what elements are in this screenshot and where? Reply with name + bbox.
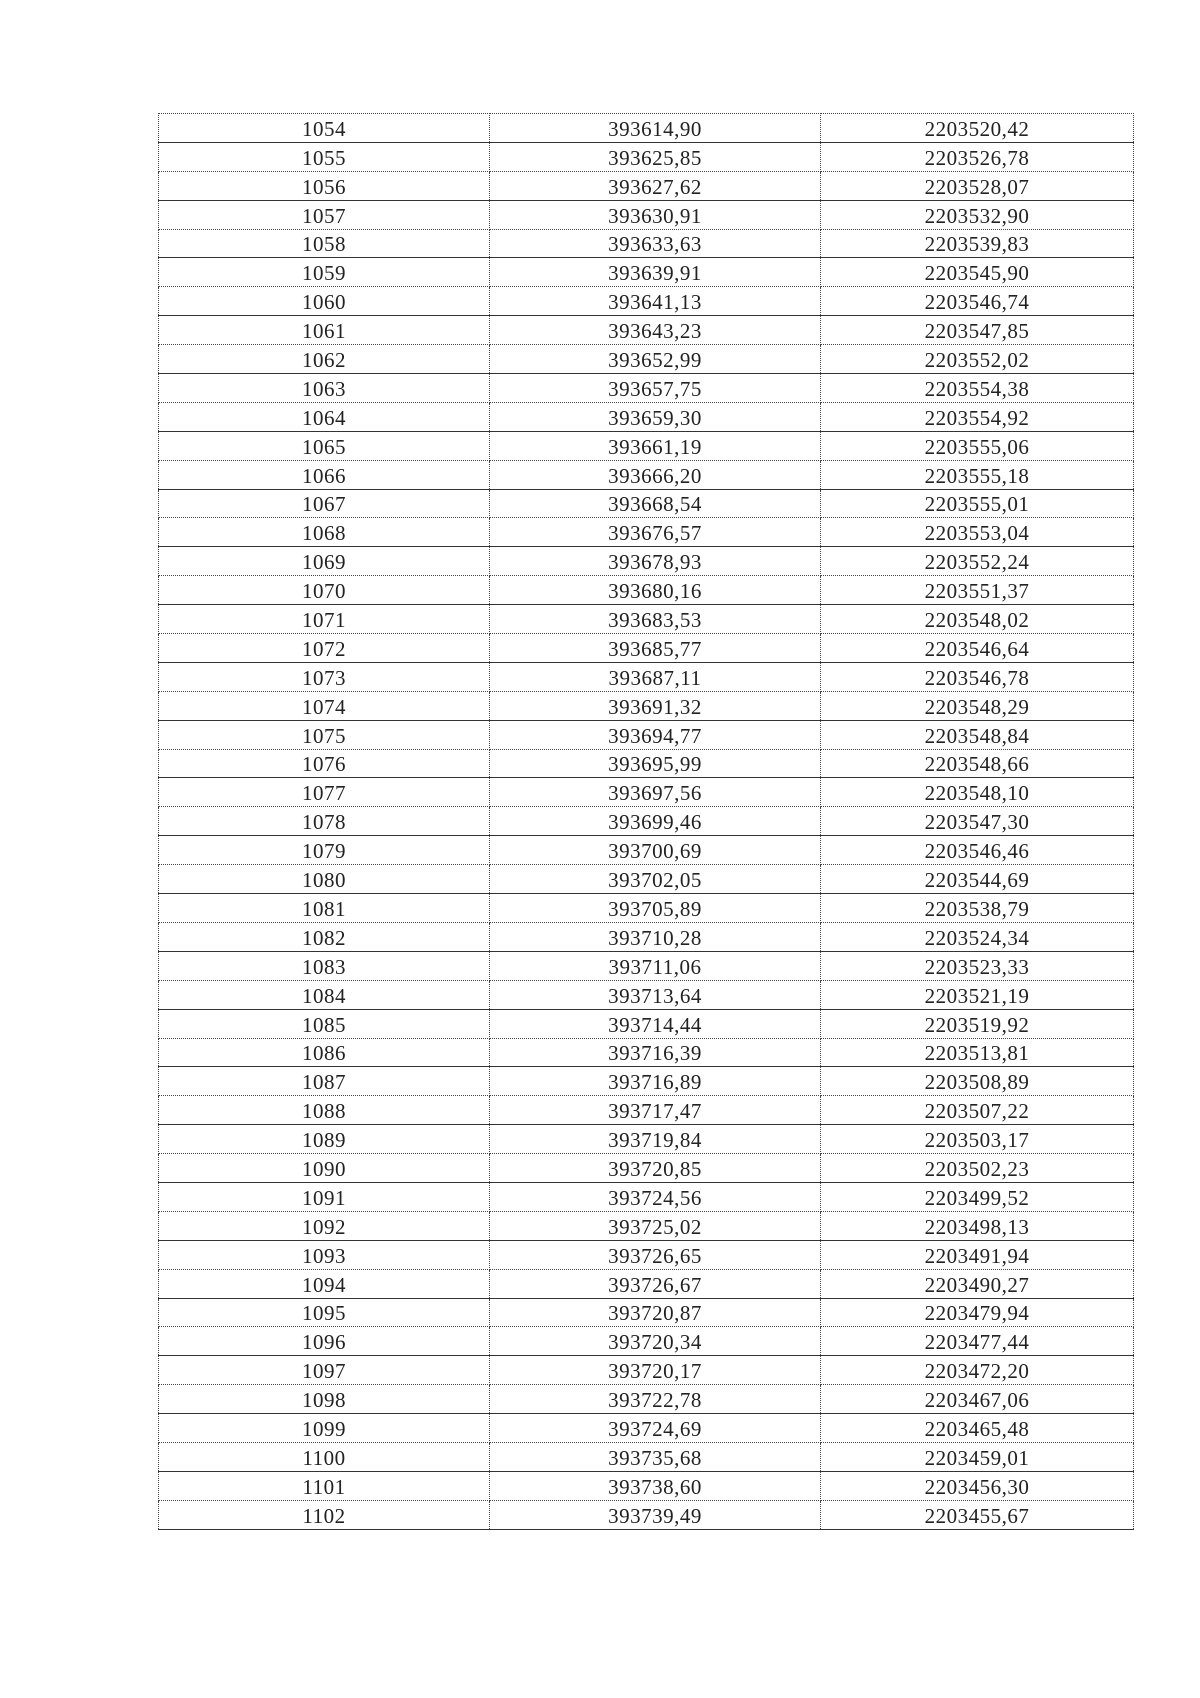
x-coordinate-cell: 393666,20 bbox=[490, 460, 821, 489]
y-coordinate-cell: 2203456,30 bbox=[821, 1471, 1134, 1500]
y-coordinate-cell: 2203553,04 bbox=[821, 518, 1134, 547]
point-number-cell: 1087 bbox=[159, 1067, 490, 1096]
table-row bbox=[159, 1067, 1134, 1096]
point-number-cell: 1056 bbox=[159, 171, 490, 200]
point-number-cell: 1092 bbox=[159, 1211, 490, 1240]
table-row bbox=[159, 1356, 1134, 1385]
x-coordinate-cell: 393685,77 bbox=[490, 634, 821, 663]
point-number-cell: 1060 bbox=[159, 287, 490, 316]
y-coordinate-cell: 2203502,23 bbox=[821, 1154, 1134, 1183]
y-coordinate-cell: 2203523,33 bbox=[821, 951, 1134, 980]
point-number-cell: 1072 bbox=[159, 634, 490, 663]
x-coordinate-cell: 393726,65 bbox=[490, 1240, 821, 1269]
point-number-cell: 1081 bbox=[159, 894, 490, 923]
point-number-cell: 1064 bbox=[159, 402, 490, 431]
x-coordinate-cell: 393687,11 bbox=[490, 662, 821, 691]
y-coordinate-cell: 2203465,48 bbox=[821, 1414, 1134, 1443]
y-coordinate-cell: 2203555,01 bbox=[821, 489, 1134, 518]
x-coordinate-cell: 393719,84 bbox=[490, 1125, 821, 1154]
table-row bbox=[159, 1038, 1134, 1067]
point-number-cell: 1068 bbox=[159, 518, 490, 547]
y-coordinate-cell: 2203539,83 bbox=[821, 229, 1134, 258]
coordinates-table bbox=[158, 113, 1134, 1530]
table-row bbox=[159, 749, 1134, 778]
point-number-cell: 1096 bbox=[159, 1327, 490, 1356]
y-coordinate-cell: 2203548,29 bbox=[821, 691, 1134, 720]
y-coordinate-cell: 2203508,89 bbox=[821, 1067, 1134, 1096]
point-number-cell: 1083 bbox=[159, 951, 490, 980]
y-coordinate-cell: 2203490,27 bbox=[821, 1269, 1134, 1298]
point-number-cell: 1057 bbox=[159, 200, 490, 229]
point-number-cell: 1059 bbox=[159, 258, 490, 287]
y-coordinate-cell: 2203459,01 bbox=[821, 1442, 1134, 1471]
point-number-cell: 1089 bbox=[159, 1125, 490, 1154]
x-coordinate-cell: 393627,62 bbox=[490, 171, 821, 200]
point-number-cell: 1098 bbox=[159, 1385, 490, 1414]
table-row bbox=[159, 431, 1134, 460]
point-number-cell: 1065 bbox=[159, 431, 490, 460]
point-number-cell: 1067 bbox=[159, 489, 490, 518]
point-number-cell: 1077 bbox=[159, 778, 490, 807]
y-coordinate-cell: 2203519,92 bbox=[821, 1009, 1134, 1038]
table-row bbox=[159, 720, 1134, 749]
x-coordinate-cell: 393683,53 bbox=[490, 605, 821, 634]
y-coordinate-cell: 2203545,90 bbox=[821, 258, 1134, 287]
table-row bbox=[159, 171, 1134, 200]
point-number-cell: 1058 bbox=[159, 229, 490, 258]
y-coordinate-cell: 2203555,06 bbox=[821, 431, 1134, 460]
point-number-cell: 1074 bbox=[159, 691, 490, 720]
y-coordinate-cell: 2203499,52 bbox=[821, 1182, 1134, 1211]
point-number-cell: 1086 bbox=[159, 1038, 490, 1067]
y-coordinate-cell: 2203554,92 bbox=[821, 402, 1134, 431]
x-coordinate-cell: 393717,47 bbox=[490, 1096, 821, 1125]
y-coordinate-cell: 2203546,78 bbox=[821, 662, 1134, 691]
x-coordinate-cell: 393652,99 bbox=[490, 345, 821, 374]
table-row bbox=[159, 374, 1134, 403]
point-number-cell: 1073 bbox=[159, 662, 490, 691]
y-coordinate-cell: 2203544,69 bbox=[821, 865, 1134, 894]
y-coordinate-cell: 2203472,20 bbox=[821, 1356, 1134, 1385]
x-coordinate-cell: 393720,87 bbox=[490, 1298, 821, 1327]
x-coordinate-cell: 393641,13 bbox=[490, 287, 821, 316]
table-row bbox=[159, 142, 1134, 171]
point-number-cell: 1063 bbox=[159, 374, 490, 403]
y-coordinate-cell: 2203554,38 bbox=[821, 374, 1134, 403]
y-coordinate-cell: 2203547,85 bbox=[821, 316, 1134, 345]
table-row bbox=[159, 402, 1134, 431]
table-row bbox=[159, 951, 1134, 980]
table-row bbox=[159, 1154, 1134, 1183]
y-coordinate-cell: 2203547,30 bbox=[821, 807, 1134, 836]
table-row bbox=[159, 865, 1134, 894]
x-coordinate-cell: 393633,63 bbox=[490, 229, 821, 258]
point-number-cell: 1061 bbox=[159, 316, 490, 345]
table-row bbox=[159, 1471, 1134, 1500]
y-coordinate-cell: 2203552,02 bbox=[821, 345, 1134, 374]
table-row bbox=[159, 1327, 1134, 1356]
table-row bbox=[159, 634, 1134, 663]
y-coordinate-cell: 2203479,94 bbox=[821, 1298, 1134, 1327]
x-coordinate-cell: 393680,16 bbox=[490, 576, 821, 605]
x-coordinate-cell: 393716,89 bbox=[490, 1067, 821, 1096]
x-coordinate-cell: 393735,68 bbox=[490, 1442, 821, 1471]
table-row bbox=[159, 316, 1134, 345]
y-coordinate-cell: 2203521,19 bbox=[821, 980, 1134, 1009]
x-coordinate-cell: 393702,05 bbox=[490, 865, 821, 894]
table-row bbox=[159, 1269, 1134, 1298]
point-number-cell: 1055 bbox=[159, 142, 490, 171]
y-coordinate-cell: 2203491,94 bbox=[821, 1240, 1134, 1269]
y-coordinate-cell: 2203507,22 bbox=[821, 1096, 1134, 1125]
x-coordinate-cell: 393722,78 bbox=[490, 1385, 821, 1414]
x-coordinate-cell: 393713,64 bbox=[490, 980, 821, 1009]
y-coordinate-cell: 2203513,81 bbox=[821, 1038, 1134, 1067]
table-row bbox=[159, 1414, 1134, 1443]
x-coordinate-cell: 393694,77 bbox=[490, 720, 821, 749]
x-coordinate-cell: 393724,56 bbox=[490, 1182, 821, 1211]
table-row bbox=[159, 200, 1134, 229]
table-row bbox=[159, 345, 1134, 374]
y-coordinate-cell: 2203477,44 bbox=[821, 1327, 1134, 1356]
y-coordinate-cell: 2203555,18 bbox=[821, 460, 1134, 489]
table-row bbox=[159, 605, 1134, 634]
point-number-cell: 1069 bbox=[159, 547, 490, 576]
point-number-cell: 1095 bbox=[159, 1298, 490, 1327]
x-coordinate-cell: 393720,34 bbox=[490, 1327, 821, 1356]
point-number-cell: 1070 bbox=[159, 576, 490, 605]
point-number-cell: 1062 bbox=[159, 345, 490, 374]
y-coordinate-cell: 2203498,13 bbox=[821, 1211, 1134, 1240]
y-coordinate-cell: 2203532,90 bbox=[821, 200, 1134, 229]
point-number-cell: 1094 bbox=[159, 1269, 490, 1298]
table-row bbox=[159, 1240, 1134, 1269]
x-coordinate-cell: 393695,99 bbox=[490, 749, 821, 778]
y-coordinate-cell: 2203524,34 bbox=[821, 922, 1134, 951]
x-coordinate-cell: 393697,56 bbox=[490, 778, 821, 807]
table-row bbox=[159, 229, 1134, 258]
x-coordinate-cell: 393714,44 bbox=[490, 1009, 821, 1038]
y-coordinate-cell: 2203503,17 bbox=[821, 1125, 1134, 1154]
x-coordinate-cell: 393720,85 bbox=[490, 1154, 821, 1183]
x-coordinate-cell: 393639,91 bbox=[490, 258, 821, 287]
x-coordinate-cell: 393738,60 bbox=[490, 1471, 821, 1500]
x-coordinate-cell: 393705,89 bbox=[490, 894, 821, 923]
x-coordinate-cell: 393668,54 bbox=[490, 489, 821, 518]
table-row bbox=[159, 1500, 1134, 1529]
table-row bbox=[159, 836, 1134, 865]
table-row bbox=[159, 1211, 1134, 1240]
x-coordinate-cell: 393724,69 bbox=[490, 1414, 821, 1443]
y-coordinate-cell: 2203548,10 bbox=[821, 778, 1134, 807]
table-row bbox=[159, 576, 1134, 605]
y-coordinate-cell: 2203546,46 bbox=[821, 836, 1134, 865]
y-coordinate-cell: 2203546,74 bbox=[821, 287, 1134, 316]
x-coordinate-cell: 393691,32 bbox=[490, 691, 821, 720]
table-row bbox=[159, 114, 1134, 143]
y-coordinate-cell: 2203520,42 bbox=[821, 114, 1134, 143]
x-coordinate-cell: 393614,90 bbox=[490, 114, 821, 143]
table-row bbox=[159, 1125, 1134, 1154]
x-coordinate-cell: 393739,49 bbox=[490, 1500, 821, 1529]
point-number-cell: 1101 bbox=[159, 1471, 490, 1500]
table-row bbox=[159, 922, 1134, 951]
point-number-cell: 1078 bbox=[159, 807, 490, 836]
x-coordinate-cell: 393678,93 bbox=[490, 547, 821, 576]
y-coordinate-cell: 2203551,37 bbox=[821, 576, 1134, 605]
point-number-cell: 1090 bbox=[159, 1154, 490, 1183]
point-number-cell: 1097 bbox=[159, 1356, 490, 1385]
table-row bbox=[159, 691, 1134, 720]
point-number-cell: 1080 bbox=[159, 865, 490, 894]
x-coordinate-cell: 393659,30 bbox=[490, 402, 821, 431]
x-coordinate-cell: 393726,67 bbox=[490, 1269, 821, 1298]
table-row bbox=[159, 980, 1134, 1009]
table-row bbox=[159, 460, 1134, 489]
point-number-cell: 1100 bbox=[159, 1442, 490, 1471]
point-number-cell: 1071 bbox=[159, 605, 490, 634]
x-coordinate-cell: 393699,46 bbox=[490, 807, 821, 836]
y-coordinate-cell: 2203528,07 bbox=[821, 171, 1134, 200]
table-row bbox=[159, 1009, 1134, 1038]
y-coordinate-cell: 2203548,02 bbox=[821, 605, 1134, 634]
point-number-cell: 1066 bbox=[159, 460, 490, 489]
y-coordinate-cell: 2203548,84 bbox=[821, 720, 1134, 749]
table-row bbox=[159, 1096, 1134, 1125]
table-row bbox=[159, 489, 1134, 518]
x-coordinate-cell: 393725,02 bbox=[490, 1211, 821, 1240]
x-coordinate-cell: 393630,91 bbox=[490, 200, 821, 229]
x-coordinate-cell: 393710,28 bbox=[490, 922, 821, 951]
point-number-cell: 1079 bbox=[159, 836, 490, 865]
point-number-cell: 1075 bbox=[159, 720, 490, 749]
point-number-cell: 1084 bbox=[159, 980, 490, 1009]
point-number-cell: 1088 bbox=[159, 1096, 490, 1125]
x-coordinate-cell: 393716,39 bbox=[490, 1038, 821, 1067]
table-row bbox=[159, 287, 1134, 316]
table-row bbox=[159, 258, 1134, 287]
x-coordinate-cell: 393720,17 bbox=[490, 1356, 821, 1385]
point-number-cell: 1102 bbox=[159, 1500, 490, 1529]
table-row bbox=[159, 778, 1134, 807]
y-coordinate-cell: 2203548,66 bbox=[821, 749, 1134, 778]
y-coordinate-cell: 2203526,78 bbox=[821, 142, 1134, 171]
y-coordinate-cell: 2203467,06 bbox=[821, 1385, 1134, 1414]
y-coordinate-cell: 2203552,24 bbox=[821, 547, 1134, 576]
coordinates-table-body bbox=[159, 114, 1134, 1530]
y-coordinate-cell: 2203455,67 bbox=[821, 1500, 1134, 1529]
x-coordinate-cell: 393711,06 bbox=[490, 951, 821, 980]
y-coordinate-cell: 2203546,64 bbox=[821, 634, 1134, 663]
x-coordinate-cell: 393625,85 bbox=[490, 142, 821, 171]
point-number-cell: 1082 bbox=[159, 922, 490, 951]
x-coordinate-cell: 393700,69 bbox=[490, 836, 821, 865]
x-coordinate-cell: 393657,75 bbox=[490, 374, 821, 403]
table-row bbox=[159, 894, 1134, 923]
table-row bbox=[159, 1298, 1134, 1327]
table-row bbox=[159, 1182, 1134, 1211]
x-coordinate-cell: 393643,23 bbox=[490, 316, 821, 345]
x-coordinate-cell: 393676,57 bbox=[490, 518, 821, 547]
point-number-cell: 1099 bbox=[159, 1414, 490, 1443]
point-number-cell: 1054 bbox=[159, 114, 490, 143]
table-row bbox=[159, 1442, 1134, 1471]
table-row bbox=[159, 1385, 1134, 1414]
table-row bbox=[159, 518, 1134, 547]
x-coordinate-cell: 393661,19 bbox=[490, 431, 821, 460]
point-number-cell: 1085 bbox=[159, 1009, 490, 1038]
y-coordinate-cell: 2203538,79 bbox=[821, 894, 1134, 923]
point-number-cell: 1093 bbox=[159, 1240, 490, 1269]
table-row bbox=[159, 547, 1134, 576]
table-row bbox=[159, 662, 1134, 691]
table-row bbox=[159, 807, 1134, 836]
point-number-cell: 1091 bbox=[159, 1182, 490, 1211]
point-number-cell: 1076 bbox=[159, 749, 490, 778]
